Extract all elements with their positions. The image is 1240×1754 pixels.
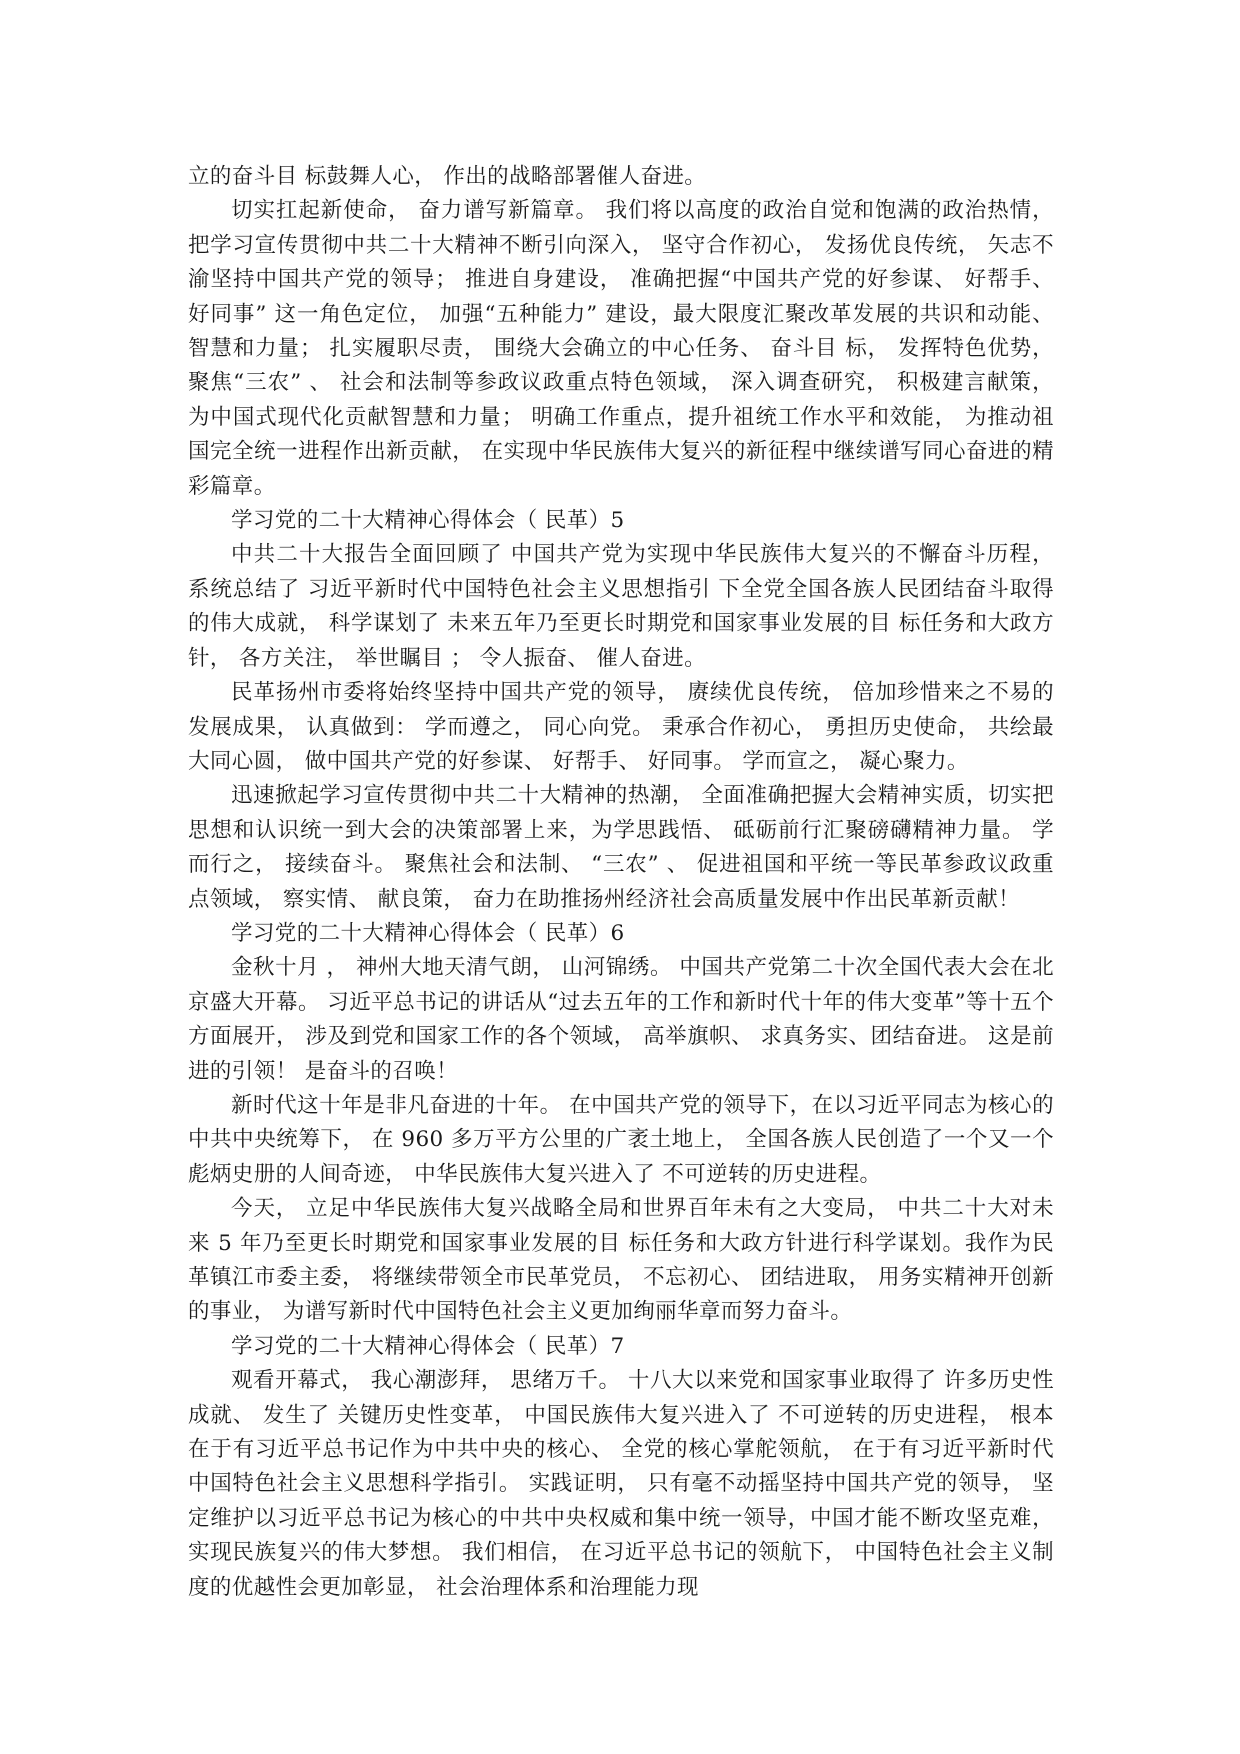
- document-page: [188, 160, 1054, 1605]
- paragraph-body: 今天， 立足中华民族伟大复兴战略全局和世界百年未有之大变局， 中共二十大对未来 5 年乃至更长时期党和国家事业发展的目 标任务和大政方针进行科学谋划。我作为民革镇江市委主委， 将继续带领全市民革党员， 不忘初心、 团结进取， 用务实精神开创新的事业， 为谱写新时代中国特色社会主义更加绚丽华章而努力奋斗。: [188, 1196, 1054, 1325]
- section-heading: 学习党的二十大精神心得体会（ 民革）5: [231, 508, 625, 534]
- paragraph-body: 中共二十大报告全面回顾了 中国共产党为实现中华民族伟大复兴的不懈奋斗历程， 系统总结了 习近平新时代中国特色社会主义思想指引 下全党全国各族人民团结奋斗取得的伟大成就， 科学谋划了 未来五年乃至更长时期党和国家事业发展的目 标任务和大政方针， 各方关注， 举世瞩目 ； 令人振奋、 催人奋进。: [188, 542, 1054, 671]
- paragraph-body: 金秋十月 ， 神州大地天清气朗， 山河锦绣。 中国共产党第二十次全国代表大会在北京盛大开幕。 习近平总书记的讲话从“过去五年的工作和新时代十年的伟大变革”等十五个方面展开， 涉及到党和国家工作的各个领域， 高举旗帜、 求真务实、团结奋进。 这是前进的引领！ 是奋斗的召唤！: [188, 955, 1054, 1084]
- paragraph-continuation: 立的奋斗目 标鼓舞人心， 作出的战略部署催人奋进。: [188, 164, 707, 189]
- paragraph-body: 民革扬州市委将始终坚持中国共产党的领导， 赓续优良传统， 倍加珍惜来之不易的发展成果， 认真做到： 学而遵之， 同心向党。 秉承合作初心， 勇担历史使命， 共绘最大同心圆， 做中国共产党的好参谋、 好帮手、 好同事。 学而宣之， 凝心聚力。: [188, 680, 1054, 774]
- paragraph-body: 迅速掀起学习宣传贯彻中共二十大精神的热潮， 全面准确把握大会精神实质，切实把思想和认识统一到大会的决策部署上来，为学思践悟、 砥砺前行汇聚磅礴精神力量。 学而行之， 接续奋斗。 聚焦社会和法制、 “三农” 、 促进祖国和平统一等民革参政议政重点领域， 察实情、 献良策， 奋力在助推扬州经济社会高质量发展中作出民革新贡献！: [188, 783, 1054, 912]
- section-heading: 学习党的二十大精神心得体会（ 民革）7: [231, 1333, 625, 1359]
- paragraph-body: 观看开幕式， 我心潮澎拜， 思绪万千。 十八大以来党和国家事业取得了 许多历史性成就、 发生了 关键历史性变革， 中国民族伟大复兴进入了 不可逆转的历史进程， 根本在于有习近平总书记作为中共中央的核心、 全党的核心掌舵领航， 在于有习近平新时代中国特色社会主义思想科学指引。 实践证明， 只有毫不动摇坚持中国共产党的领导， 坚定维护以习近平总书记为核心的中共中央权威和集中统一领导，中国才能不断攻坚克难，实现民族复兴的伟大梦想。 我们相信， 在习近平总书记的领航下， 中国特色社会主义制度的优越性会更加彰显， 社会治理体系和治理能力现: [188, 1368, 1054, 1600]
- paragraph-body: 切实扛起新使命， 奋力谱写新篇章。 我们将以高度的政治自觉和饱满的政治热情， 把学习宣传贯彻中共二十大精神不断引向深入， 坚守合作初心， 发扬优良传统， 矢志不渝坚持中国共产党的领导； 推进自身建设， 准确把握“中国共产党的好参谋、 好帮手、 好同事” 这一角色定位， 加强“五种能力” 建设，最大限度汇聚改革发展的共识和动能、 智慧和力量； 扎实履职尽责， 围绕大会确立的中心任务、 奋斗目 标， 发挥特色优势，聚焦“三农” 、 社会和法制等参政议政重点特色领域， 深入调查研究， 积极建言献策， 为中国式现代化贡献智慧和力量； 明确工作重点，提升祖统工作水平和效能， 为推动祖国完全统一进程作出新贡献， 在实现中华民族伟大复兴的新征程中继续谱写同心奋进的精彩篇章。: [188, 198, 1054, 499]
- paragraph-body: 新时代这十年是非凡奋进的十年。 在中国共产党的领导下，在以习近平同志为核心的中共中央统筹下， 在 960 多万平方公里的广袤土地上， 全国各族人民创造了一个又一个彪炳史册的人间奇迹， 中华民族伟大复兴进入了 不可逆转的历史进程。: [188, 1092, 1054, 1187]
- section-heading: 学习党的二十大精神心得体会（ 民革）6: [231, 920, 625, 946]
